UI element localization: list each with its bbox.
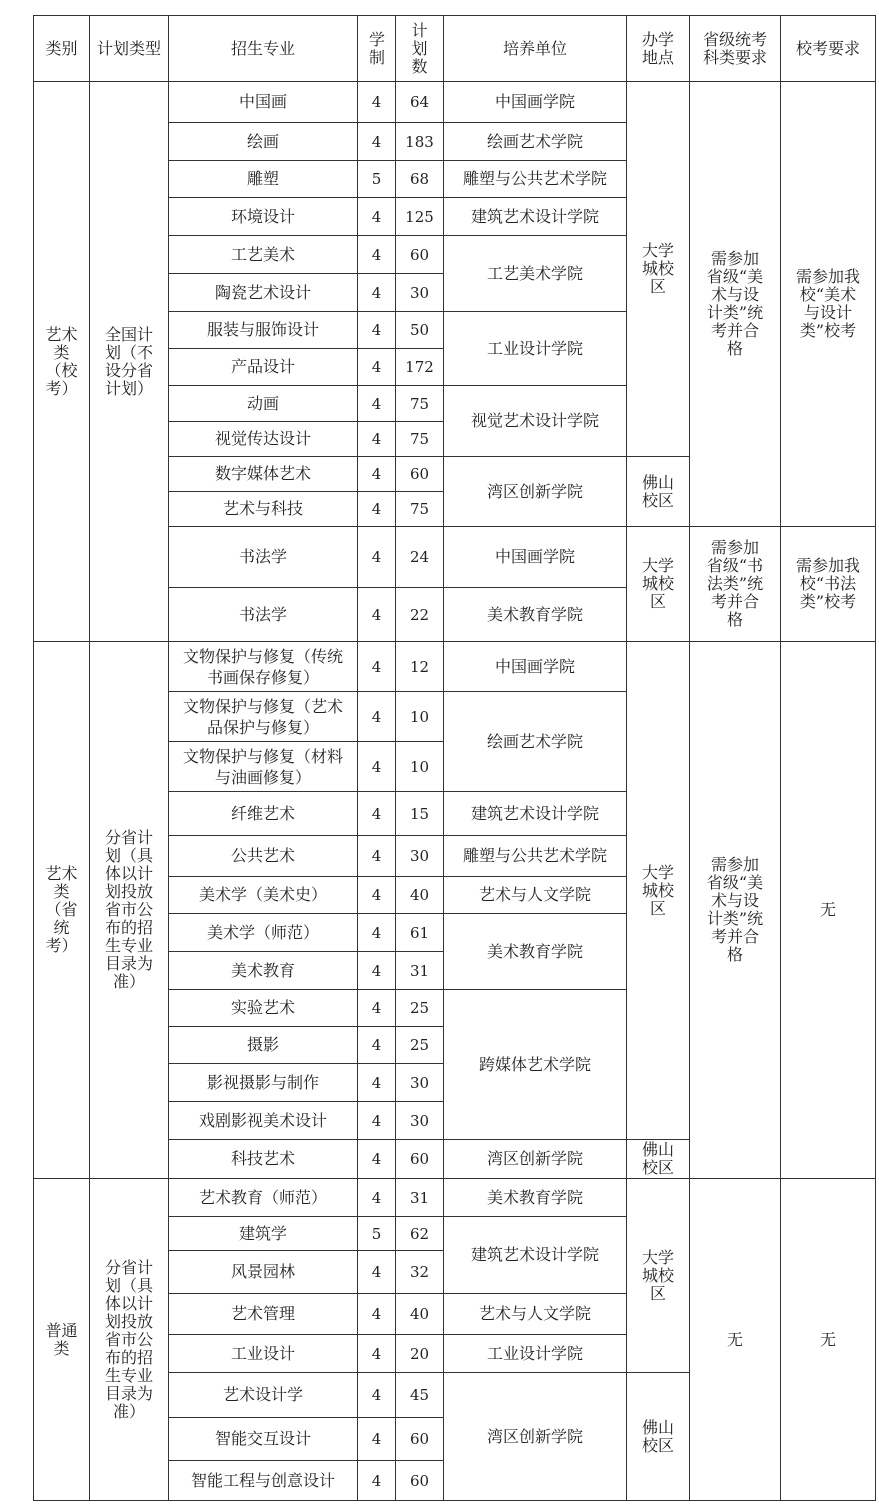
quota-cell: 40 xyxy=(396,1294,444,1335)
quota-cell: 45 xyxy=(396,1373,444,1418)
years-cell: 4 xyxy=(358,422,396,457)
quota-cell: 183 xyxy=(396,123,444,161)
years-cell: 4 xyxy=(358,836,396,877)
table-row xyxy=(34,82,876,123)
quota-cell: 31 xyxy=(396,952,444,990)
category-cell: 艺术类（省统考） xyxy=(34,642,90,1179)
unit-cell: 工业设计学院 xyxy=(444,1335,627,1373)
years-cell: 4 xyxy=(358,792,396,836)
years-cell: 4 xyxy=(358,1335,396,1373)
years-cell: 4 xyxy=(358,877,396,914)
quota-cell: 30 xyxy=(396,274,444,312)
campus-cell: 佛山校区 xyxy=(627,1373,690,1501)
table-row xyxy=(34,642,876,692)
years-cell: 4 xyxy=(358,236,396,274)
major-cell: 书法学 xyxy=(169,588,358,642)
major-cell: 工业设计 xyxy=(169,1335,358,1373)
major-cell: 风景园林 xyxy=(169,1251,358,1294)
unit-cell: 建筑艺术设计学院 xyxy=(444,198,627,236)
quota-cell: 30 xyxy=(396,1064,444,1102)
major-cell: 戏剧影视美术设计 xyxy=(169,1102,358,1140)
major-cell: 建筑学 xyxy=(169,1217,358,1251)
unit-cell: 中国画学院 xyxy=(444,642,627,692)
major-cell: 艺术与科技 xyxy=(169,492,358,527)
quota-cell: 30 xyxy=(396,836,444,877)
major-cell: 美术学（师范） xyxy=(169,914,358,952)
header-row xyxy=(34,16,876,82)
major-cell: 产品设计 xyxy=(169,349,358,386)
quota-cell: 61 xyxy=(396,914,444,952)
header-unit: 培养单位 xyxy=(444,16,627,82)
major-cell: 工艺美术 xyxy=(169,236,358,274)
quota-cell: 60 xyxy=(396,457,444,492)
quota-cell: 15 xyxy=(396,792,444,836)
quota-cell: 62 xyxy=(396,1217,444,1251)
campus-cell: 大学城校区 xyxy=(627,1179,690,1373)
major-cell: 文物保护与修复（材料与油画修复） xyxy=(169,742,358,792)
years-cell: 4 xyxy=(358,1251,396,1294)
provincial-req-cell: 需参加省级“美术与设计类”统考并合格 xyxy=(690,642,781,1179)
provincial-req-cell: 需参加省级“书法类”统考并合格 xyxy=(690,527,781,642)
plan-type-cell: 分省计划（具体以计划投放省市公布的招生专业目录为准） xyxy=(90,642,169,1179)
major-cell: 实验艺术 xyxy=(169,990,358,1027)
years-cell: 4 xyxy=(358,1027,396,1064)
unit-cell: 建筑艺术设计学院 xyxy=(444,792,627,836)
years-cell: 4 xyxy=(358,952,396,990)
school-exam-cell: 无 xyxy=(781,1179,876,1501)
quota-cell: 75 xyxy=(396,492,444,527)
unit-cell: 绘画艺术学院 xyxy=(444,692,627,792)
header-years: 学制 xyxy=(358,16,396,82)
major-cell: 数字媒体艺术 xyxy=(169,457,358,492)
years-cell: 4 xyxy=(358,1418,396,1461)
years-cell: 4 xyxy=(358,642,396,692)
years-cell: 4 xyxy=(358,1294,396,1335)
quota-cell: 60 xyxy=(396,1461,444,1501)
quota-cell: 30 xyxy=(396,1102,444,1140)
unit-cell: 美术教育学院 xyxy=(444,914,627,990)
school-exam-cell: 需参加我校“书法类”校考 xyxy=(781,527,876,642)
years-cell: 4 xyxy=(358,1102,396,1140)
years-cell: 4 xyxy=(358,457,396,492)
school-exam-cell: 无 xyxy=(781,642,876,1179)
quota-cell: 25 xyxy=(396,1027,444,1064)
years-cell: 4 xyxy=(358,1373,396,1418)
unit-cell: 艺术与人文学院 xyxy=(444,1294,627,1335)
major-cell: 科技艺术 xyxy=(169,1140,358,1179)
years-cell: 4 xyxy=(358,914,396,952)
quota-cell: 64 xyxy=(396,82,444,123)
quota-cell: 60 xyxy=(396,1140,444,1179)
years-cell: 4 xyxy=(358,123,396,161)
major-cell: 动画 xyxy=(169,386,358,422)
years-cell: 4 xyxy=(358,1461,396,1501)
admissions-table-container xyxy=(33,15,875,1500)
quota-cell: 60 xyxy=(396,1418,444,1461)
unit-cell: 湾区创新学院 xyxy=(444,1373,627,1501)
years-cell: 4 xyxy=(358,274,396,312)
years-cell: 4 xyxy=(358,312,396,349)
major-cell: 美术学（美术史） xyxy=(169,877,358,914)
major-cell: 环境设计 xyxy=(169,198,358,236)
major-cell: 影视摄影与制作 xyxy=(169,1064,358,1102)
years-cell: 5 xyxy=(358,161,396,198)
major-cell: 艺术教育（师范） xyxy=(169,1179,358,1217)
years-cell: 4 xyxy=(358,1179,396,1217)
major-cell: 纤维艺术 xyxy=(169,792,358,836)
quota-cell: 125 xyxy=(396,198,444,236)
years-cell: 4 xyxy=(358,742,396,792)
unit-cell: 建筑艺术设计学院 xyxy=(444,1217,627,1294)
campus-cell: 大学城校区 xyxy=(627,82,690,457)
unit-cell: 中国画学院 xyxy=(444,527,627,588)
major-cell: 摄影 xyxy=(169,1027,358,1064)
campus-cell: 大学城校区 xyxy=(627,642,690,1140)
quota-cell: 50 xyxy=(396,312,444,349)
provincial-req-cell: 无 xyxy=(690,1179,781,1501)
years-cell: 4 xyxy=(358,527,396,588)
years-cell: 4 xyxy=(358,588,396,642)
major-cell: 文物保护与修复（艺术品保护与修复） xyxy=(169,692,358,742)
years-cell: 4 xyxy=(358,82,396,123)
major-cell: 陶瓷艺术设计 xyxy=(169,274,358,312)
years-cell: 4 xyxy=(358,1064,396,1102)
quota-cell: 24 xyxy=(396,527,444,588)
years-cell: 4 xyxy=(358,386,396,422)
major-cell: 艺术管理 xyxy=(169,1294,358,1335)
major-cell: 视觉传达设计 xyxy=(169,422,358,457)
unit-cell: 中国画学院 xyxy=(444,82,627,123)
campus-cell: 佛山校区 xyxy=(627,1140,690,1179)
unit-cell: 美术教育学院 xyxy=(444,588,627,642)
unit-cell: 湾区创新学院 xyxy=(444,1140,627,1179)
plan-type-cell: 分省计划（具体以计划投放省市公布的招生专业目录为准） xyxy=(90,1179,169,1501)
admissions-table xyxy=(33,15,876,1501)
years-cell: 4 xyxy=(358,1140,396,1179)
header-quota: 计划数 xyxy=(396,16,444,82)
quota-cell: 75 xyxy=(396,386,444,422)
years-cell: 4 xyxy=(358,692,396,742)
major-cell: 文物保护与修复（传统书画保存修复） xyxy=(169,642,358,692)
major-cell: 书法学 xyxy=(169,527,358,588)
quota-cell: 75 xyxy=(396,422,444,457)
major-cell: 智能工程与创意设计 xyxy=(169,1461,358,1501)
major-cell: 公共艺术 xyxy=(169,836,358,877)
unit-cell: 美术教育学院 xyxy=(444,1179,627,1217)
header-provincial: 省级统考科类要求 xyxy=(690,16,781,82)
major-cell: 智能交互设计 xyxy=(169,1418,358,1461)
unit-cell: 绘画艺术学院 xyxy=(444,123,627,161)
unit-cell: 工业设计学院 xyxy=(444,312,627,386)
school-exam-cell: 需参加我校“美术与设计类”校考 xyxy=(781,82,876,527)
category-cell: 普通类 xyxy=(34,1179,90,1501)
unit-cell: 雕塑与公共艺术学院 xyxy=(444,836,627,877)
quota-cell: 20 xyxy=(396,1335,444,1373)
category-cell: 艺术类（校考） xyxy=(34,82,90,642)
major-cell: 美术教育 xyxy=(169,952,358,990)
provincial-req-cell: 需参加省级“美术与设计类”统考并合格 xyxy=(690,82,781,527)
quota-cell: 22 xyxy=(396,588,444,642)
major-cell: 中国画 xyxy=(169,82,358,123)
quota-cell: 31 xyxy=(396,1179,444,1217)
quota-cell: 10 xyxy=(396,742,444,792)
major-cell: 艺术设计学 xyxy=(169,1373,358,1418)
years-cell: 5 xyxy=(358,1217,396,1251)
quota-cell: 68 xyxy=(396,161,444,198)
table-row xyxy=(34,1179,876,1217)
quota-cell: 25 xyxy=(396,990,444,1027)
unit-cell: 跨媒体艺术学院 xyxy=(444,990,627,1140)
unit-cell: 湾区创新学院 xyxy=(444,457,627,527)
header-category: 类别 xyxy=(34,16,90,82)
unit-cell: 视觉艺术设计学院 xyxy=(444,386,627,457)
quota-cell: 10 xyxy=(396,692,444,742)
quota-cell: 172 xyxy=(396,349,444,386)
unit-cell: 艺术与人文学院 xyxy=(444,877,627,914)
unit-cell: 雕塑与公共艺术学院 xyxy=(444,161,627,198)
header-plan-type: 计划类型 xyxy=(90,16,169,82)
header-school-exam: 校考要求 xyxy=(781,16,876,82)
major-cell: 服装与服饰设计 xyxy=(169,312,358,349)
years-cell: 4 xyxy=(358,349,396,386)
quota-cell: 60 xyxy=(396,236,444,274)
years-cell: 4 xyxy=(358,990,396,1027)
plan-type-cell: 全国计划（不设分省计划） xyxy=(90,82,169,642)
years-cell: 4 xyxy=(358,492,396,527)
quota-cell: 12 xyxy=(396,642,444,692)
major-cell: 绘画 xyxy=(169,123,358,161)
quota-cell: 40 xyxy=(396,877,444,914)
unit-cell: 工艺美术学院 xyxy=(444,236,627,312)
header-campus: 办学地点 xyxy=(627,16,690,82)
quota-cell: 32 xyxy=(396,1251,444,1294)
years-cell: 4 xyxy=(358,198,396,236)
header-major: 招生专业 xyxy=(169,16,358,82)
major-cell: 雕塑 xyxy=(169,161,358,198)
campus-cell: 佛山校区 xyxy=(627,457,690,527)
campus-cell: 大学城校区 xyxy=(627,527,690,642)
